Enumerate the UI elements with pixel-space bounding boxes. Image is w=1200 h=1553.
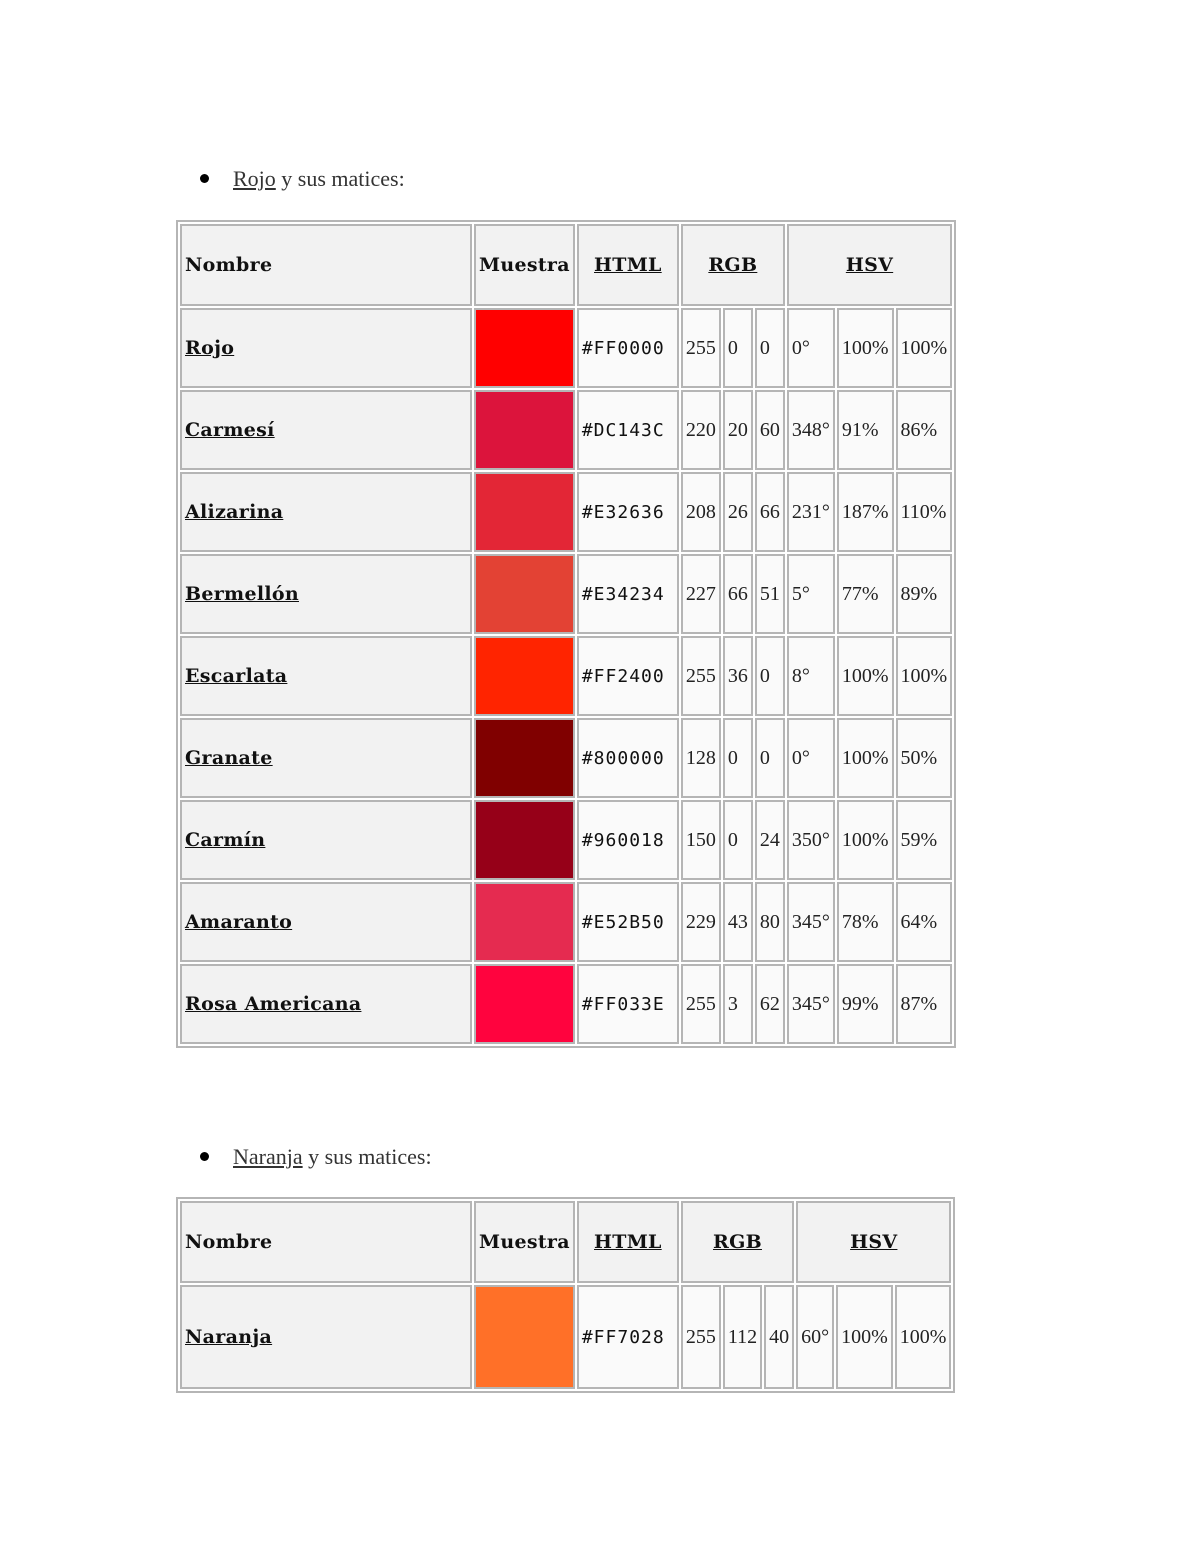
table-header-row [180,1201,951,1283]
table-header-row [180,224,952,306]
rgb-b: 60 [755,390,785,470]
hsv-v: 100% [896,636,953,716]
hsv-s: 100% [837,636,894,716]
html-code: #E32636 [577,472,679,552]
hsv-s: 91% [837,390,894,470]
hsv-v: 86% [896,390,953,470]
bullet-icon [200,1152,209,1161]
html-code: #FF7028 [577,1285,679,1389]
header-muestra: Muestra [474,224,575,306]
header-html-link[interactable]: HTML [577,224,679,306]
rgb-b: 0 [755,636,785,716]
hsv-h: 345° [787,964,835,1044]
rgb-r: 255 [681,964,721,1044]
hsv-v: 89% [896,554,953,634]
hsv-h: 345° [787,882,835,962]
hsv-v: 100% [895,1285,952,1389]
bullet-icon [200,174,209,183]
rgb-b: 51 [755,554,785,634]
rgb-r: 227 [681,554,721,634]
hsv-h: 231° [787,472,835,552]
color-table-rojo [176,220,956,1048]
rgb-r: 128 [681,718,721,798]
html-code: #E34234 [577,554,679,634]
hsv-v: 100% [896,308,953,388]
rgb-b: 40 [764,1285,794,1389]
color-swatch [474,1285,575,1389]
rgb-g: 20 [723,390,753,470]
header-nombre: Nombre [180,1201,472,1283]
table-row [180,636,952,716]
naranja-link[interactable]: Naranja [233,1144,303,1169]
table-row [180,390,952,470]
rgb-b: 66 [755,472,785,552]
hsv-h: 5° [787,554,835,634]
rgb-g: 66 [723,554,753,634]
section-heading-naranja [200,1144,432,1170]
header-muestra: Muestra [474,1201,575,1283]
color-swatch [474,308,575,388]
table-row [180,554,952,634]
hsv-s: 99% [837,964,894,1044]
color-swatch [474,964,575,1044]
color-swatch [474,636,575,716]
rgb-r: 255 [681,308,721,388]
rgb-r: 229 [681,882,721,962]
table-row [180,308,952,388]
hsv-v: 110% [896,472,953,552]
rgb-r: 255 [681,636,721,716]
rgb-g: 26 [723,472,753,552]
color-swatch [474,718,575,798]
hsv-h: 60° [796,1285,834,1389]
rgb-r: 208 [681,472,721,552]
html-code: #DC143C [577,390,679,470]
rgb-g: 36 [723,636,753,716]
header-hsv-link[interactable]: HSV [787,224,952,306]
color-swatch [474,390,575,470]
color-name-link[interactable]: Rosa Americana [180,964,472,1044]
color-name-link[interactable]: Alizarina [180,472,472,552]
color-name-link[interactable]: Bermellón [180,554,472,634]
color-name-link[interactable]: Amaranto [180,882,472,962]
hsv-v: 87% [896,964,953,1044]
hsv-s: 100% [837,800,894,880]
color-name-link[interactable]: Escarlata [180,636,472,716]
hsv-h: 8° [787,636,835,716]
header-hsv-link[interactable]: HSV [796,1201,951,1283]
rgb-g: 43 [723,882,753,962]
rgb-g: 112 [723,1285,762,1389]
color-name-link[interactable]: Granate [180,718,472,798]
rgb-r: 150 [681,800,721,880]
hsv-v: 64% [896,882,953,962]
rgb-b: 62 [755,964,785,1044]
rgb-g: 3 [723,964,753,1044]
header-rgb-link[interactable]: RGB [681,1201,794,1283]
table-row [180,964,952,1044]
color-name-link[interactable]: Naranja [180,1285,472,1389]
color-name-link[interactable]: Carmín [180,800,472,880]
section-heading-text: y sus matices: [302,1144,432,1169]
rgb-g: 0 [723,308,753,388]
section-heading-text: y sus matices: [275,166,405,191]
hsv-v: 50% [896,718,953,798]
hsv-s: 187% [837,472,894,552]
rgb-b: 24 [755,800,785,880]
color-swatch [474,882,575,962]
rgb-b: 80 [755,882,785,962]
hsv-h: 350° [787,800,835,880]
hsv-s: 78% [837,882,894,962]
html-code: #FF033E [577,964,679,1044]
hsv-s: 77% [837,554,894,634]
html-code: #800000 [577,718,679,798]
rgb-g: 0 [723,718,753,798]
rgb-r: 255 [681,1285,721,1389]
header-rgb-link[interactable]: RGB [681,224,785,306]
hsv-h: 0° [787,308,835,388]
color-name-link[interactable]: Rojo [180,308,472,388]
color-name-link[interactable]: Carmesí [180,390,472,470]
table-row [180,882,952,962]
table-row [180,718,952,798]
color-swatch [474,554,575,634]
table-row [180,800,952,880]
header-html-link[interactable]: HTML [577,1201,679,1283]
color-swatch [474,800,575,880]
color-swatch [474,472,575,552]
header-nombre: Nombre [180,224,472,306]
rgb-r: 220 [681,390,721,470]
color-table-naranja [176,1197,955,1393]
html-code: #FF0000 [577,308,679,388]
html-code: #E52B50 [577,882,679,962]
hsv-h: 0° [787,718,835,798]
hsv-s: 100% [837,308,894,388]
html-code: #FF2400 [577,636,679,716]
rgb-b: 0 [755,718,785,798]
table-row [180,472,952,552]
table-row [180,1285,951,1389]
section-heading-rojo [200,166,405,192]
rgb-b: 0 [755,308,785,388]
rojo-link[interactable]: Rojo [233,166,276,191]
hsv-v: 59% [896,800,953,880]
html-code: #960018 [577,800,679,880]
hsv-s: 100% [836,1285,893,1389]
rgb-g: 0 [723,800,753,880]
hsv-h: 348° [787,390,835,470]
hsv-s: 100% [837,718,894,798]
